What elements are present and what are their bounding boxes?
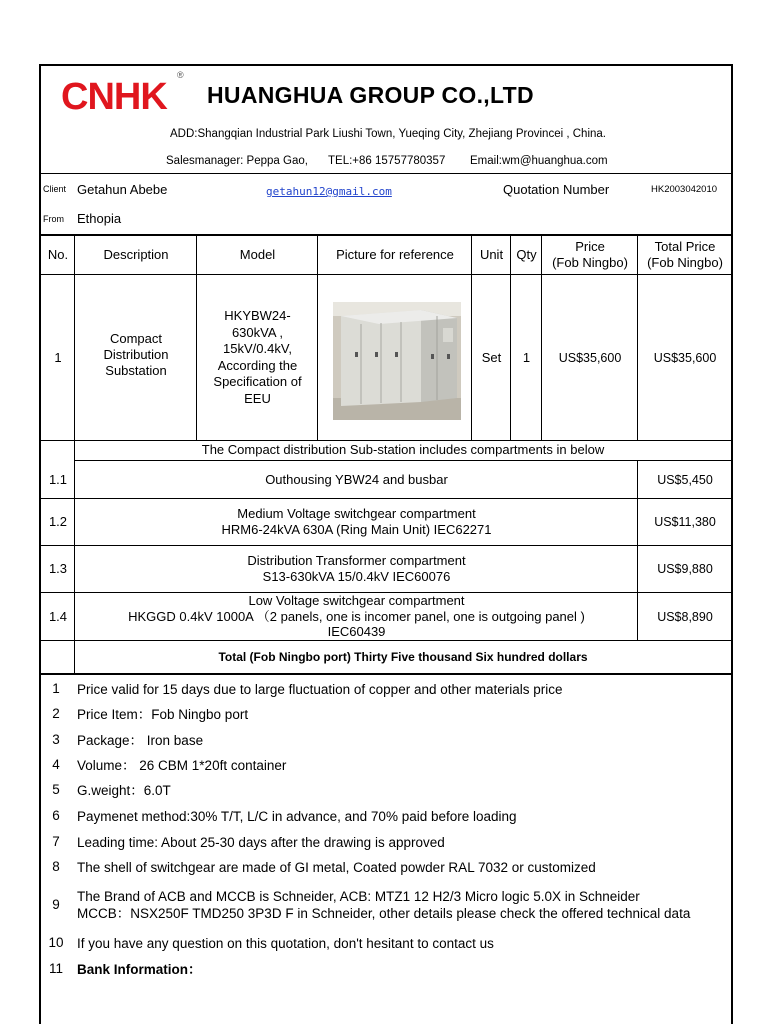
- from-value: Ethopia: [77, 211, 122, 226]
- note-number: 8: [52, 859, 60, 874]
- header-model: Model: [239, 246, 276, 262]
- note-number: 5: [52, 782, 60, 797]
- note-number: 7: [52, 834, 60, 849]
- sub-row-no: 1.1: [48, 471, 68, 487]
- sub-row-price: US$9,880: [657, 562, 713, 576]
- sub-row-no: 1.3: [48, 561, 68, 576]
- header-qty: Qty: [516, 246, 537, 262]
- row-1-unit: Set: [481, 349, 502, 365]
- model-line: 15kV/0.4kV,: [223, 341, 292, 356]
- note-text: [77, 888, 690, 922]
- company-address: ADD:Shangqian Industrial Park Liushi Town, Yueqing City, Zhejiang Provincei , China.: [170, 128, 606, 140]
- note-number: 1: [52, 681, 60, 696]
- header-divider: [41, 173, 731, 174]
- sub-row-line: Distribution Transformer compartment: [247, 553, 466, 568]
- sub-row-description: [75, 499, 638, 545]
- model-line: EEU: [244, 390, 271, 406]
- note-text: G.weight：6.0T: [77, 783, 171, 798]
- note-text: Package： Iron base: [77, 733, 204, 748]
- quotation-number: HK2003042010: [651, 184, 718, 195]
- note-text: Price valid for 15 days due to large fluctuation of copper and other materials price: [77, 682, 563, 697]
- sub-row-line: Low Voltage switchgear compartment: [248, 593, 465, 609]
- row-1-qty: 1: [522, 349, 531, 365]
- total-line: Total (Fob Ningbo port) Thirty Five thousand Six hundred dollars: [218, 650, 588, 664]
- row-1-no: 1: [54, 349, 62, 365]
- note-text: Price Item：Fob Ningbo port: [77, 707, 249, 722]
- sub-row-line: IEC60439: [327, 624, 386, 640]
- header-price-line-1: Price: [575, 238, 605, 254]
- row-1-price: US$35,600: [558, 350, 622, 365]
- header-price-line-2: (Fob Ningbo): [552, 254, 628, 270]
- note-text-line: The Brand of ACB and MCCB is Schneider, ACB: MTZ1 12 H2/3 Micro logic 5.0X in Schneider: [77, 889, 640, 904]
- sub-row-price: US$5,450: [657, 472, 713, 487]
- company-logo: CNHK: [61, 76, 167, 118]
- quotation-sheet: [39, 64, 733, 1024]
- header-description: Description: [103, 246, 169, 262]
- header-total-price: [638, 235, 732, 274]
- salesmanager: Salesmanager: Peppa Gao,: [166, 155, 308, 167]
- row-1-description: [75, 275, 197, 440]
- note-text: Bank Information：: [77, 962, 202, 977]
- quotation-number-label: Quotation Number: [503, 182, 610, 197]
- note-number: 6: [52, 808, 60, 823]
- client-label: Client: [43, 184, 67, 194]
- client-name: Getahun Abebe: [77, 182, 168, 197]
- note-text: Volume： 26 CBM 1*20ft container: [77, 758, 287, 773]
- company-name: HUANGHUA GROUP CO.,LTD: [207, 82, 534, 108]
- row-1-model: [197, 275, 318, 440]
- sub-row-description: Outhousing YBW24 and busbar: [265, 471, 448, 487]
- model-line: HKYBW24-: [224, 308, 291, 323]
- email: Email:wm@huanghua.com: [470, 155, 608, 167]
- telephone: TEL:+86 15757780357: [328, 155, 446, 167]
- sub-row-no: 1.4: [48, 608, 68, 624]
- header-total-line-2: (Fob Ningbo): [647, 254, 723, 270]
- sub-row-line: HRM6-24kVA 630A (Ring Main Unit) IEC62271: [221, 522, 492, 537]
- substation-photo: [333, 302, 461, 420]
- description-line: Substation: [105, 362, 167, 378]
- model-line: 630kVA ,: [231, 324, 284, 340]
- sub-row-line: S13-630kVA 15/0.4kV IEC60076: [262, 569, 451, 584]
- sub-row-description: [75, 593, 638, 640]
- note-number: 9: [52, 897, 60, 912]
- header-total-line-1: Total Price: [654, 238, 716, 254]
- header-price: [542, 235, 638, 274]
- note-number: 4: [52, 757, 60, 772]
- description-line: Distribution: [103, 346, 169, 362]
- note-text: The shell of switchgear are made of GI metal, Coated powder RAL 7032 or customized: [77, 860, 596, 875]
- note-text: Paymenet method:30% T/T, L/C in advance, and 70% paid before loading: [77, 809, 517, 824]
- note-text: If you have any question on this quotation, don't hesitant to contact us: [77, 936, 494, 951]
- client-email-link[interactable]: getahun12@gmail.com: [266, 185, 392, 198]
- row-1-total: US$35,600: [653, 350, 717, 365]
- note-number: 3: [52, 732, 60, 747]
- sub-row-line: HKGGD 0.4kV 1000A （2 panels, one is incomer panel, one is outgoing panel ): [128, 608, 585, 624]
- sub-row-price: US$8,890: [657, 609, 713, 624]
- note-text-line: MCCB：NSX250F TMD250 3P3D F in Schneider, other details please check the offered technical data: [77, 906, 691, 921]
- model-line: According the: [217, 357, 298, 373]
- header-unit: Unit: [479, 246, 504, 262]
- sub-row-price: US$11,380: [654, 515, 716, 529]
- includes-note: The Compact distribution Sub-station includes compartments in below: [201, 442, 605, 457]
- sub-row-description: [75, 546, 638, 592]
- note-number: 10: [48, 935, 64, 950]
- note-number: 2: [52, 706, 60, 721]
- from-label: From: [43, 214, 64, 224]
- table-bottom-border: [41, 673, 731, 675]
- description-line: Compact: [109, 330, 163, 346]
- sub-row-line: Medium Voltage switchgear compartment: [237, 506, 476, 521]
- model-line: Specification of: [213, 374, 302, 389]
- substation-illustration: [333, 302, 461, 420]
- note-number: 11: [48, 961, 63, 976]
- header-no: No.: [47, 246, 69, 262]
- sub-row-no: 1.2: [48, 514, 68, 529]
- note-text: Leading time: About 25-30 days after the drawing is approved: [77, 835, 445, 850]
- registered-mark: ®: [177, 70, 184, 80]
- header-picture: Picture for reference: [336, 246, 454, 262]
